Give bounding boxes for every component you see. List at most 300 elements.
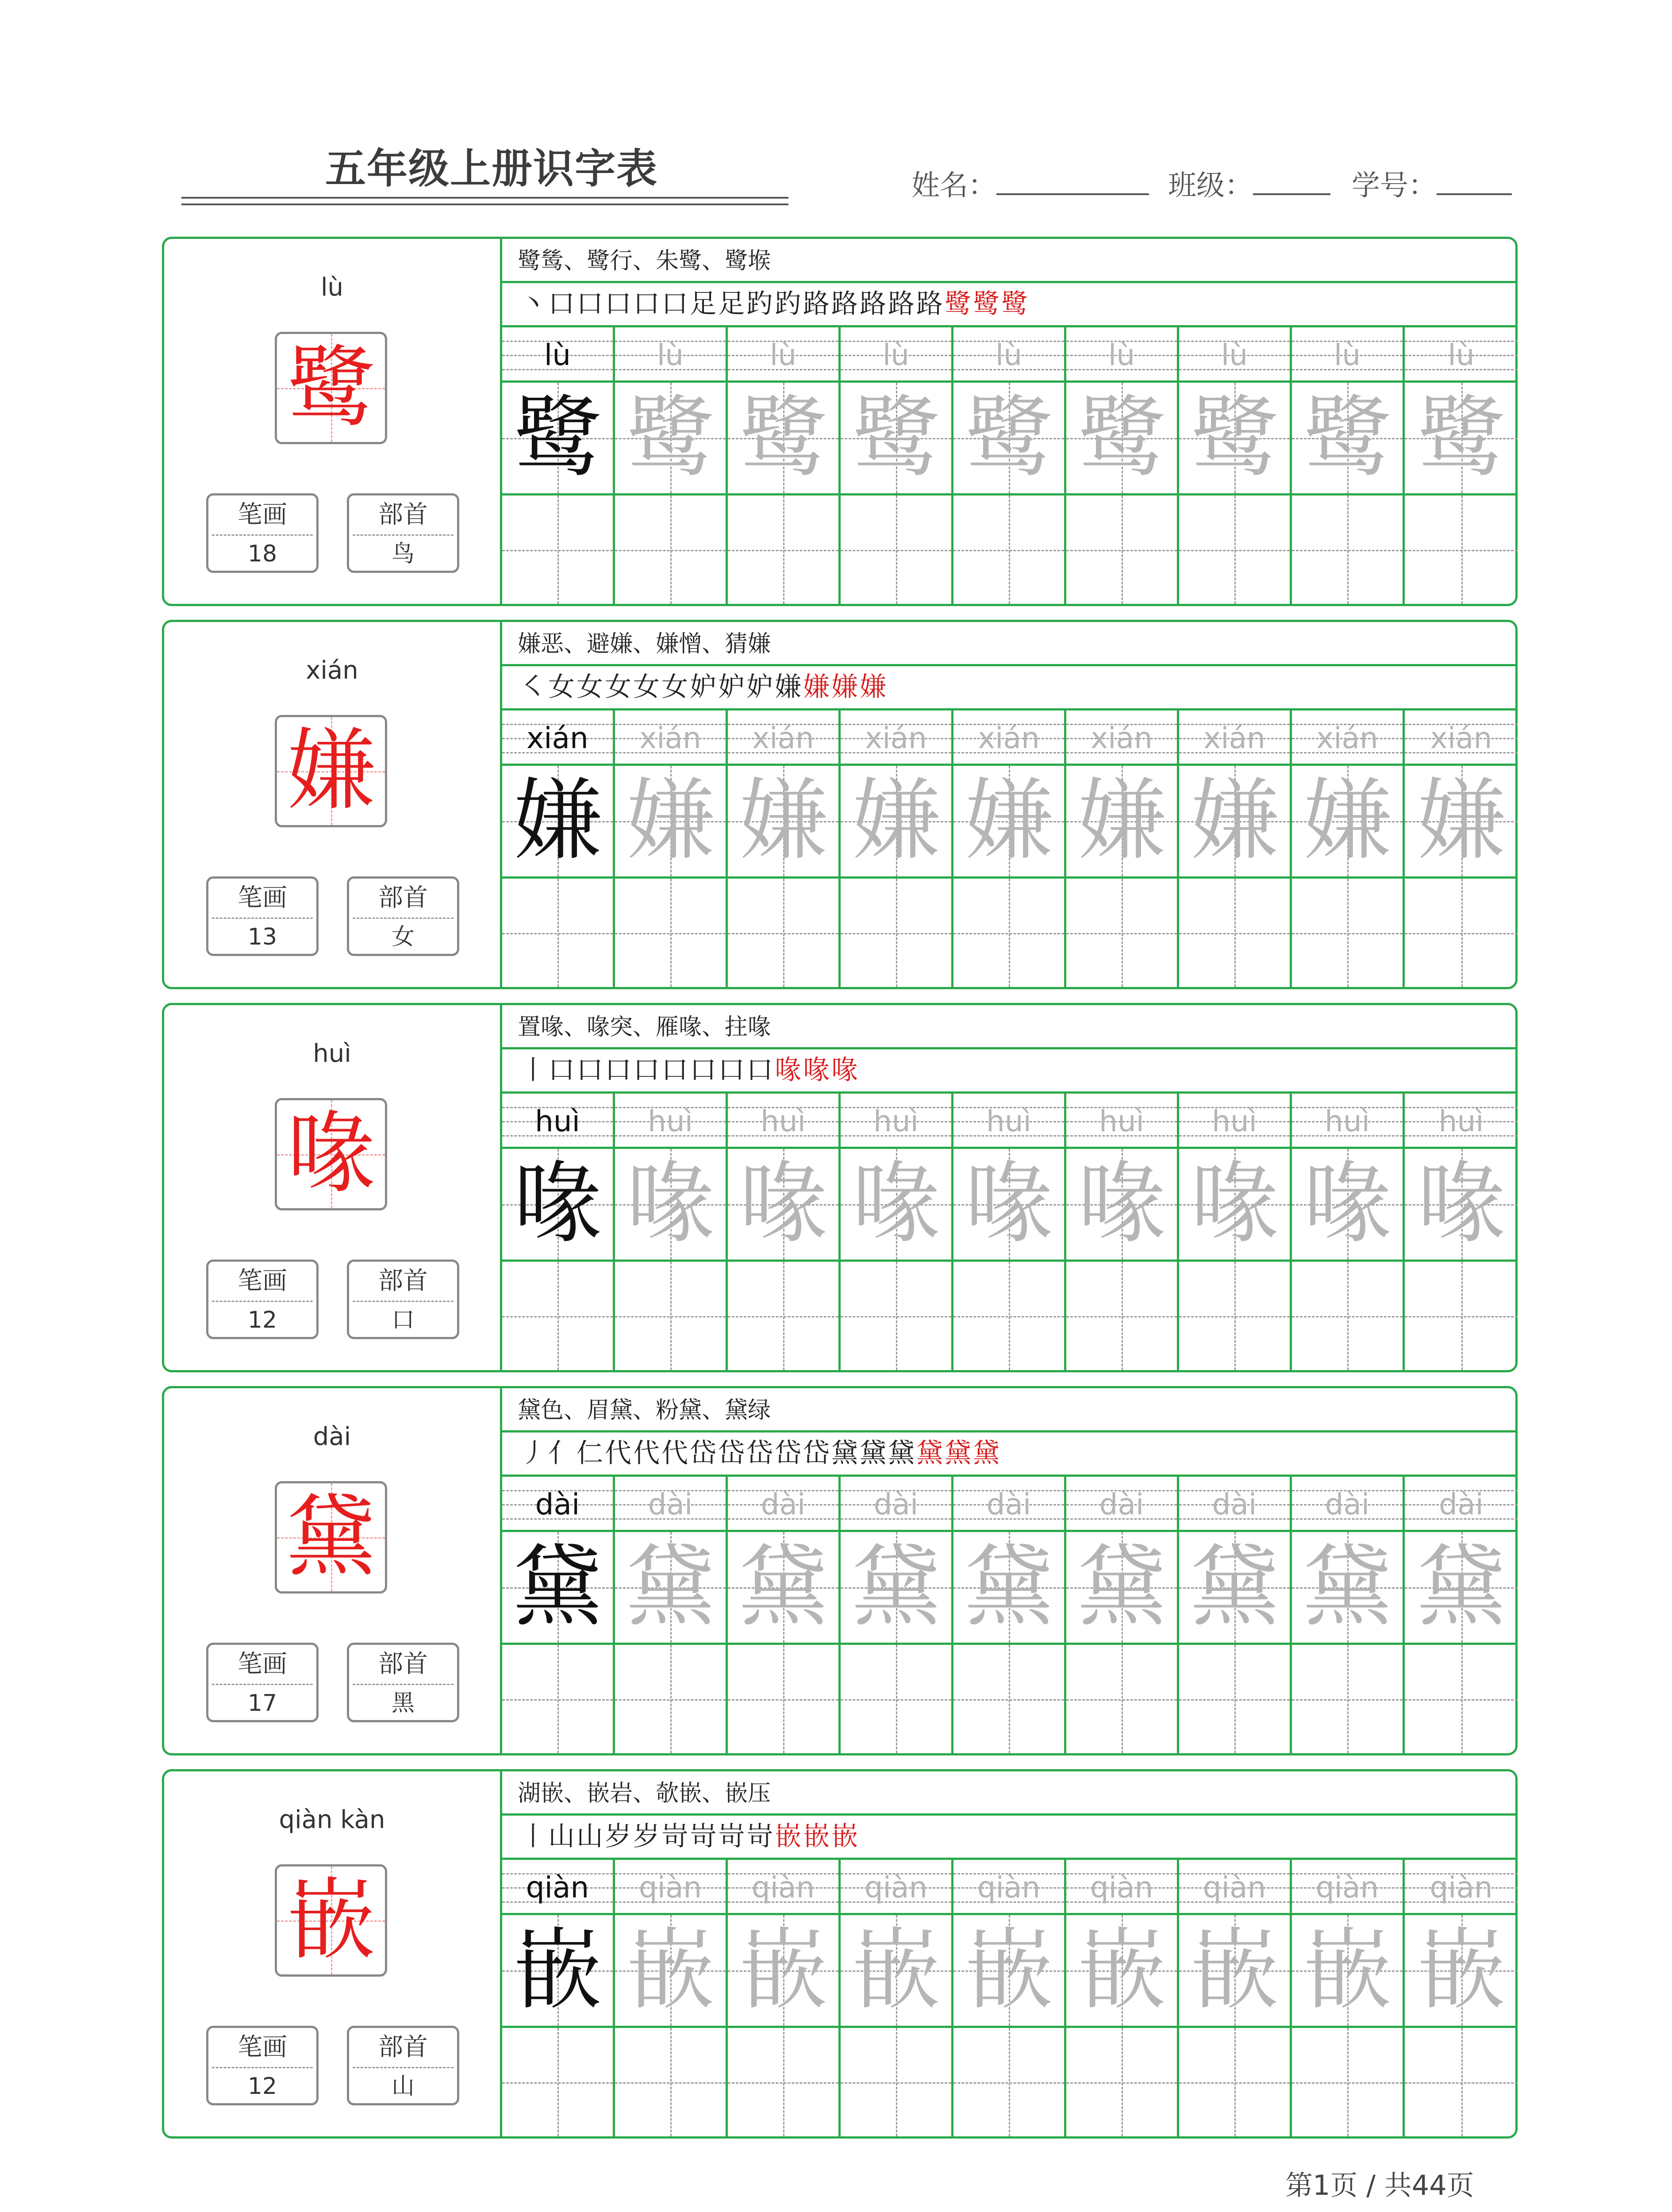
practice-column[interactable] — [841, 710, 953, 987]
practice-character: 嫌 — [964, 769, 1053, 872]
blank-writing-cell[interactable] — [1292, 879, 1403, 987]
practice-pinyin: qiàn — [1430, 1870, 1493, 1905]
character-cell[interactable] — [841, 1149, 951, 1262]
practice-pinyin: lù — [1108, 338, 1135, 372]
character-cell[interactable] — [841, 766, 951, 879]
practice-column[interactable] — [502, 327, 615, 604]
practice-column[interactable] — [1179, 1477, 1292, 1753]
practice-column[interactable] — [1292, 1860, 1405, 2136]
practice-column[interactable] — [502, 1094, 615, 1370]
radical-value: 口 — [391, 1307, 415, 1333]
character-cell[interactable] — [502, 766, 613, 879]
character-cell[interactable] — [1405, 766, 1518, 879]
character-card — [162, 1003, 1518, 1372]
practice-pinyin: qiàn — [977, 1870, 1041, 1905]
pinyin-cell[interactable] — [1292, 327, 1403, 383]
stroke-count-box — [206, 1643, 319, 1722]
practice-character: 黛 — [1077, 1536, 1166, 1639]
character-cell[interactable] — [728, 766, 838, 879]
stroke-step: 岁 — [633, 1821, 661, 1852]
practice-pinyin: dài — [648, 1487, 693, 1521]
character-cell[interactable] — [1179, 1149, 1290, 1262]
number-blank[interactable] — [1437, 167, 1512, 195]
blank-writing-cell[interactable] — [502, 1645, 613, 1753]
practice-column[interactable] — [1405, 327, 1518, 604]
character-cell[interactable] — [841, 1915, 951, 2028]
practice-column[interactable] — [841, 1094, 953, 1370]
blank-writing-cell[interactable] — [1179, 879, 1290, 987]
example-words: 鹭鸶、鹭行、朱鹭、鹭堠 — [502, 239, 1515, 283]
pinyin-cell[interactable] — [502, 327, 613, 383]
practice-column[interactable] — [728, 327, 841, 604]
stroke-step: 口 — [577, 1055, 605, 1086]
stroke-step: 口 — [690, 1055, 718, 1086]
practice-column[interactable] — [1292, 327, 1405, 604]
blank-writing-cell[interactable] — [615, 879, 726, 987]
pinyin-cell[interactable] — [502, 710, 613, 766]
character-cell[interactable] — [1405, 383, 1518, 495]
practice-character: 黛 — [1303, 1536, 1391, 1639]
practice-column[interactable] — [1066, 327, 1179, 604]
stroke-step: 趵 — [775, 288, 803, 319]
pinyin-cell[interactable] — [1066, 710, 1177, 766]
character-cell[interactable] — [502, 383, 613, 495]
blank-writing-cell[interactable] — [615, 1262, 726, 1370]
practice-character: 嫌 — [1190, 769, 1279, 872]
stroke-count-value: 18 — [247, 541, 277, 567]
blank-writing-cell[interactable] — [1179, 495, 1290, 604]
blank-writing-cell[interactable] — [1405, 495, 1518, 604]
practice-column[interactable] — [953, 1094, 1066, 1370]
practice-column[interactable] — [728, 710, 841, 987]
practice-column[interactable] — [615, 327, 728, 604]
radical-label: 部首 — [378, 883, 428, 912]
stroke-step: 岢 — [746, 1821, 775, 1852]
practice-pinyin: qiàn — [638, 1870, 702, 1905]
character-cell[interactable] — [953, 1532, 1064, 1645]
character-cell[interactable] — [1405, 1532, 1518, 1645]
pinyin-cell[interactable] — [1292, 1477, 1403, 1532]
practice-column[interactable] — [502, 710, 615, 987]
stroke-count-value: 13 — [247, 924, 277, 950]
practice-character: 鹭 — [1303, 386, 1391, 489]
pinyin-cell[interactable] — [1066, 1094, 1177, 1149]
practice-character: 鹭 — [1417, 386, 1506, 489]
character-cell[interactable] — [1179, 1915, 1290, 2028]
pinyin-cell[interactable] — [841, 1860, 951, 1915]
blank-writing-cell[interactable] — [1292, 1262, 1403, 1370]
stroke-order — [502, 283, 1515, 327]
character-info-panel — [164, 622, 502, 987]
character-cell[interactable] — [615, 1532, 726, 1645]
practice-pinyin: huì — [648, 1104, 693, 1138]
practice-column[interactable] — [1292, 1094, 1405, 1370]
practice-column[interactable] — [841, 1860, 953, 2136]
practice-panel — [502, 1771, 1515, 2136]
practice-character: 嵌 — [738, 1919, 827, 2022]
character-cell[interactable] — [728, 1915, 838, 2028]
class-field[interactable] — [1168, 166, 1330, 206]
practice-column[interactable] — [1405, 710, 1518, 987]
blank-writing-cell[interactable] — [1066, 1645, 1177, 1753]
name-label: 姓名： — [911, 169, 996, 202]
blank-writing-cell[interactable] — [728, 1262, 838, 1370]
character-cell[interactable] — [1179, 1532, 1290, 1645]
practice-pinyin: lù — [544, 338, 571, 372]
practice-character: 鹭 — [1190, 386, 1279, 489]
blank-writing-cell[interactable] — [953, 495, 1064, 604]
practice-character: 嵌 — [964, 1919, 1053, 2022]
pinyin-cell[interactable] — [615, 710, 726, 766]
stroke-step: 黛 — [973, 1438, 1001, 1469]
blank-writing-cell[interactable] — [1405, 1262, 1518, 1370]
practice-column[interactable] — [841, 327, 953, 604]
stroke-count-label: 笔画 — [238, 1267, 287, 1295]
pinyin-cell[interactable] — [1066, 327, 1177, 383]
character-card — [162, 1769, 1518, 2139]
stroke-step: 女 — [548, 672, 577, 703]
practice-column[interactable] — [1179, 327, 1292, 604]
pinyin-cell[interactable] — [1292, 1860, 1403, 1915]
blank-writing-cell[interactable] — [502, 2028, 613, 2136]
practice-character: 黛 — [738, 1536, 827, 1639]
radical-box — [347, 493, 459, 573]
stroke-count-box — [206, 2026, 319, 2105]
pinyin-cell[interactable] — [728, 1860, 838, 1915]
character-cell[interactable] — [1066, 1532, 1177, 1645]
stroke-count-label: 笔画 — [238, 500, 287, 529]
blank-writing-cell[interactable] — [728, 879, 838, 987]
pinyin-cell[interactable] — [953, 710, 1064, 766]
example-words: 黛色、眉黛、粉黛、黛绿 — [502, 1388, 1515, 1432]
character-cell[interactable] — [615, 1149, 726, 1262]
stroke-step: 丿 — [520, 1438, 548, 1469]
stroke-step: 岁 — [605, 1821, 633, 1852]
blank-writing-cell[interactable] — [1292, 495, 1403, 604]
blank-writing-cell[interactable] — [1179, 1262, 1290, 1370]
practice-character: 黛 — [851, 1536, 940, 1639]
pinyin-cell[interactable] — [1066, 1477, 1177, 1532]
practice-column[interactable] — [1066, 1860, 1179, 2136]
blank-writing-cell[interactable] — [1292, 2028, 1403, 2136]
pinyin-cell[interactable] — [1179, 1094, 1290, 1149]
character-card — [162, 237, 1518, 606]
practice-pinyin: huì — [761, 1104, 806, 1138]
stroke-step: 亻 — [548, 1438, 577, 1469]
character-cell[interactable] — [1066, 1915, 1177, 2028]
character-cell[interactable] — [615, 1915, 726, 2028]
practice-column[interactable] — [1066, 1477, 1179, 1753]
practice-column[interactable] — [953, 1860, 1066, 2136]
stroke-step: 趵 — [746, 288, 775, 319]
practice-pinyin: qiàn — [1315, 1870, 1379, 1905]
practice-character: 嵌 — [1303, 1919, 1391, 2022]
pinyin-cell[interactable] — [1066, 1860, 1177, 1915]
stroke-step: 岱 — [718, 1438, 746, 1469]
blank-writing-cell[interactable] — [615, 495, 726, 604]
character-cell[interactable] — [1292, 383, 1403, 495]
practice-pinyin: xián — [865, 721, 927, 755]
practice-pinyin: huì — [1325, 1104, 1370, 1138]
radical-label: 部首 — [378, 1650, 428, 1678]
practice-pinyin: lù — [995, 338, 1022, 372]
pinyin-cell[interactable] — [1179, 1477, 1290, 1532]
stroke-step: 口 — [548, 288, 577, 319]
stroke-count-label: 笔画 — [238, 883, 287, 912]
blank-writing-cell[interactable] — [1179, 2028, 1290, 2136]
pinyin-cell[interactable] — [728, 710, 838, 766]
practice-column[interactable] — [1405, 1477, 1518, 1753]
stroke-step: 妒 — [690, 672, 718, 703]
example-words: 湖嵌、嵌岩、欹嵌、嵌压 — [502, 1771, 1515, 1816]
character-cell[interactable] — [953, 1915, 1064, 2028]
number-label: 学号： — [1352, 169, 1437, 202]
practice-column[interactable] — [1179, 1094, 1292, 1370]
practice-column[interactable] — [1066, 1094, 1179, 1370]
practice-column[interactable] — [1405, 1094, 1518, 1370]
practice-character: 鹭 — [626, 386, 715, 489]
character-cell[interactable] — [953, 766, 1064, 879]
pinyin-cell[interactable] — [1405, 1860, 1518, 1915]
character-cell[interactable] — [841, 383, 951, 495]
stroke-step: 丨 — [520, 1055, 548, 1086]
stroke-step: 岱 — [746, 1438, 775, 1469]
practice-pinyin: lù — [1221, 338, 1248, 372]
character-glyph: 鹭 — [286, 336, 375, 439]
blank-writing-cell[interactable] — [953, 1262, 1064, 1370]
character-cell[interactable] — [1179, 383, 1290, 495]
practice-column[interactable] — [953, 327, 1066, 604]
practice-pinyin: qiàn — [1203, 1870, 1266, 1905]
pinyin-cell[interactable] — [1179, 710, 1290, 766]
practice-pinyin: qiàn — [526, 1870, 589, 1905]
blank-writing-cell[interactable] — [1405, 1645, 1518, 1753]
pinyin-cell[interactable] — [502, 1860, 613, 1915]
pinyin-cell[interactable] — [728, 1477, 838, 1532]
pinyin-cell[interactable] — [502, 1094, 613, 1149]
stroke-step: 女 — [633, 672, 661, 703]
pinyin-cell[interactable] — [841, 327, 951, 383]
page-title: 五年级上册识字表 — [325, 145, 658, 192]
blank-writing-cell[interactable] — [1405, 2028, 1518, 2136]
blank-writing-cell[interactable] — [953, 2028, 1064, 2136]
practice-pinyin: dài — [761, 1487, 806, 1521]
page-number: 第1页 / 共44页 — [1285, 2169, 1474, 2201]
practice-column[interactable] — [615, 1477, 728, 1753]
practice-column[interactable] — [728, 1477, 841, 1753]
blank-writing-cell[interactable] — [615, 2028, 726, 2136]
practice-pinyin: qiàn — [751, 1870, 815, 1905]
blank-writing-cell[interactable] — [1179, 1645, 1290, 1753]
pinyin-cell[interactable] — [841, 1477, 951, 1532]
pinyin-cell[interactable] — [728, 1094, 838, 1149]
pinyin-cell[interactable] — [728, 327, 838, 383]
blank-writing-cell[interactable] — [841, 1262, 951, 1370]
blank-writing-cell[interactable] — [1066, 1262, 1177, 1370]
stroke-step: 鹭 — [973, 288, 1001, 319]
radical-box — [347, 1643, 459, 1722]
radical-value: 黑 — [391, 1690, 415, 1717]
pinyin-cell[interactable] — [1405, 327, 1518, 383]
stroke-step: 岢 — [718, 1821, 746, 1852]
practice-pinyin: dài — [1325, 1487, 1370, 1521]
practice-character: 嫌 — [626, 769, 715, 872]
practice-panel — [502, 1005, 1515, 1370]
stroke-step: 仁 — [577, 1438, 605, 1469]
class-label: 班级： — [1168, 169, 1253, 202]
blank-writing-cell[interactable] — [953, 879, 1064, 987]
character-cell[interactable] — [1405, 1149, 1518, 1262]
blank-writing-cell[interactable] — [841, 2028, 951, 2136]
pinyin-cell[interactable] — [953, 1860, 1064, 1915]
practice-character: 鹭 — [964, 386, 1053, 489]
character-cell[interactable] — [1292, 1149, 1403, 1262]
blank-writing-cell[interactable] — [841, 1645, 951, 1753]
character-cell[interactable] — [841, 1532, 951, 1645]
name-field[interactable] — [911, 166, 1149, 206]
practice-column[interactable] — [728, 1860, 841, 2136]
character-cell[interactable] — [1066, 383, 1177, 495]
pinyin-cell[interactable] — [1405, 1477, 1518, 1532]
practice-column[interactable] — [1179, 1860, 1292, 2136]
pinyin-label: lù — [320, 273, 344, 302]
practice-character: 喙 — [1417, 1152, 1506, 1256]
stroke-step: 女 — [605, 672, 633, 703]
character-cell[interactable] — [502, 1915, 613, 2028]
practice-column[interactable] — [615, 710, 728, 987]
character-cell[interactable] — [1405, 1915, 1518, 2028]
character-info-panel — [164, 1771, 502, 2136]
practice-column[interactable] — [728, 1094, 841, 1370]
stroke-count-value: 12 — [247, 2073, 277, 2100]
number-field[interactable] — [1352, 166, 1512, 206]
pinyin-cell[interactable] — [615, 1094, 726, 1149]
practice-column[interactable] — [1066, 710, 1179, 987]
stroke-step: 足 — [718, 288, 746, 319]
character-cell[interactable] — [953, 1149, 1064, 1262]
character-cell[interactable] — [728, 383, 838, 495]
stroke-step: 口 — [661, 1055, 690, 1086]
character-cell[interactable] — [1066, 1149, 1177, 1262]
practice-column[interactable] — [953, 710, 1066, 987]
practice-column[interactable] — [953, 1477, 1066, 1753]
blank-writing-cell[interactable] — [502, 1262, 613, 1370]
pinyin-cell[interactable] — [1292, 710, 1403, 766]
stroke-step: 代 — [605, 1438, 633, 1469]
blank-writing-cell[interactable] — [841, 495, 951, 604]
practice-column[interactable] — [502, 1477, 615, 1753]
practice-pinyin: dài — [873, 1487, 919, 1521]
stroke-count-label: 笔画 — [238, 2033, 287, 2062]
character-cell[interactable] — [1292, 766, 1403, 879]
character-cell[interactable] — [728, 1149, 838, 1262]
character-cell[interactable] — [1292, 1532, 1403, 1645]
stroke-step: 嫌 — [803, 672, 831, 703]
character-cell[interactable] — [502, 1532, 613, 1645]
practice-pinyin: xián — [639, 721, 701, 755]
practice-column[interactable] — [1405, 1860, 1518, 2136]
pinyin-cell[interactable] — [1405, 710, 1518, 766]
character-cell[interactable] — [728, 1532, 838, 1645]
character-cell[interactable] — [502, 1149, 613, 1262]
pinyin-cell[interactable] — [953, 327, 1064, 383]
character-cell[interactable] — [1292, 1915, 1403, 2028]
character-info-panel — [164, 1388, 502, 1753]
practice-column[interactable] — [615, 1094, 728, 1370]
practice-character: 鹭 — [851, 386, 940, 489]
radical-value: 山 — [391, 2073, 415, 2100]
practice-pinyin: dài — [535, 1487, 580, 1521]
practice-grid — [502, 1477, 1515, 1753]
blank-writing-cell[interactable] — [953, 1645, 1064, 1753]
pinyin-cell[interactable] — [1179, 327, 1290, 383]
character-cell[interactable] — [1066, 766, 1177, 879]
practice-column[interactable] — [841, 1477, 953, 1753]
pinyin-cell[interactable] — [1179, 1860, 1290, 1915]
blank-writing-cell[interactable] — [728, 1645, 838, 1753]
pinyin-cell[interactable] — [841, 710, 951, 766]
practice-column[interactable] — [1179, 710, 1292, 987]
stroke-step: 足 — [690, 288, 718, 319]
practice-pinyin: huì — [986, 1104, 1031, 1138]
example-words: 嫌恶、避嫌、嫌憎、猜嫌 — [502, 622, 1515, 666]
practice-panel — [502, 1388, 1515, 1753]
pinyin-cell[interactable] — [1405, 1094, 1518, 1149]
blank-writing-cell[interactable] — [728, 2028, 838, 2136]
practice-pinyin: dài — [1439, 1487, 1484, 1521]
title-underline — [181, 204, 788, 205]
pinyin-cell[interactable] — [615, 1477, 726, 1532]
example-words: 置喙、喙突、雁喙、拄喙 — [502, 1005, 1515, 1049]
pinyin-cell[interactable] — [615, 1860, 726, 1915]
blank-writing-cell[interactable] — [1405, 879, 1518, 987]
character-cell[interactable] — [953, 383, 1064, 495]
blank-writing-cell[interactable] — [1066, 879, 1177, 987]
practice-pinyin: lù — [1448, 338, 1475, 372]
blank-writing-cell[interactable] — [502, 495, 613, 604]
character-cell[interactable] — [1179, 766, 1290, 879]
name-blank[interactable] — [996, 167, 1149, 195]
blank-writing-cell[interactable] — [841, 879, 951, 987]
character-cell[interactable] — [615, 766, 726, 879]
blank-writing-cell[interactable] — [1066, 2028, 1177, 2136]
practice-column[interactable] — [502, 1860, 615, 2136]
stroke-step: 黛 — [916, 1438, 945, 1469]
practice-panel — [502, 239, 1515, 604]
pinyin-cell[interactable] — [502, 1477, 613, 1532]
practice-pinyin: qiàn — [864, 1870, 928, 1905]
blank-writing-cell[interactable] — [502, 879, 613, 987]
pinyin-cell[interactable] — [841, 1094, 951, 1149]
practice-column[interactable] — [615, 1860, 728, 2136]
practice-pinyin: xián — [1430, 721, 1492, 755]
blank-writing-cell[interactable] — [615, 1645, 726, 1753]
class-blank[interactable] — [1253, 167, 1330, 195]
practice-column[interactable] — [1292, 1477, 1405, 1753]
blank-writing-cell[interactable] — [1066, 495, 1177, 604]
pinyin-cell[interactable] — [615, 327, 726, 383]
stroke-step: 嫌 — [775, 672, 803, 703]
practice-column[interactable] — [1292, 710, 1405, 987]
blank-writing-cell[interactable] — [1292, 1645, 1403, 1753]
pinyin-cell[interactable] — [1292, 1094, 1403, 1149]
practice-character: 喙 — [513, 1152, 602, 1256]
pinyin-cell[interactable] — [953, 1094, 1064, 1149]
pinyin-cell[interactable] — [953, 1477, 1064, 1532]
stroke-step: 代 — [633, 1438, 661, 1469]
blank-writing-cell[interactable] — [728, 495, 838, 604]
character-cell[interactable] — [615, 383, 726, 495]
